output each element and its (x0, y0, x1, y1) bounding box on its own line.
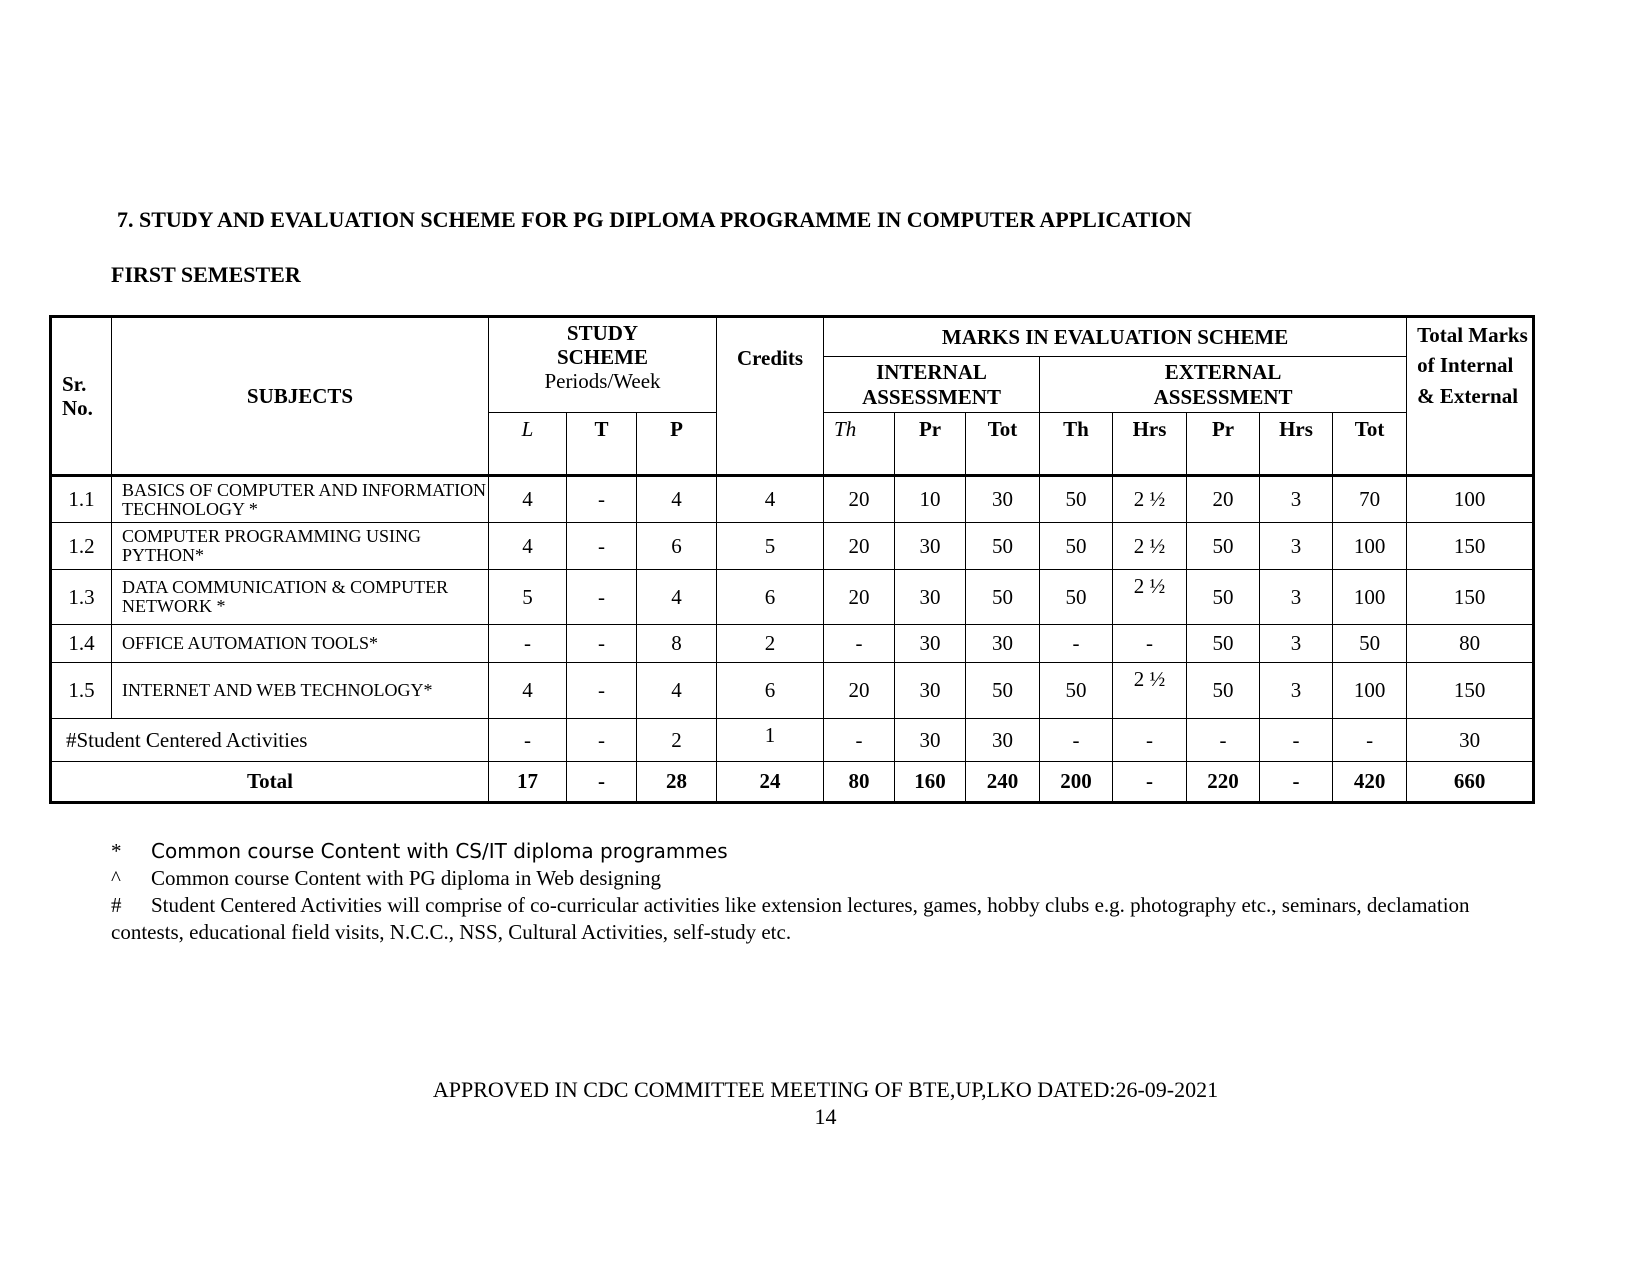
cell-credits: 5 (717, 523, 824, 570)
cell-t: - (567, 625, 637, 663)
sr-no: 1.2 (51, 523, 112, 570)
cell-ext-th-hrs: 2 ½ (1113, 663, 1187, 719)
sr-no: 1.1 (51, 476, 112, 523)
cell-int-th: 20 (824, 663, 895, 719)
cell-ext-th-hrs: - (1113, 719, 1187, 762)
cell-int-th: 20 (824, 523, 895, 570)
footnote-symbol: * (111, 839, 122, 863)
total-ext-th-hrs: - (1113, 762, 1187, 803)
cell-int-th: - (824, 719, 895, 762)
cell-ext-th: 50 (1040, 663, 1113, 719)
subject-name: BASICS OF COMPUTER AND INFORMATION TECHNOLOGY * (112, 476, 489, 523)
table-row (51, 625, 1534, 663)
cell-ext-tot: 100 (1333, 570, 1407, 625)
header-external-assessment: EXTERNAL ASSESSMENT (1040, 357, 1407, 413)
total-ext-pr: 220 (1187, 762, 1260, 803)
cell-ext-th-hrs: - (1113, 625, 1187, 663)
cell-int-tot: 30 (966, 476, 1040, 523)
total-p: 28 (637, 762, 717, 803)
table-row (51, 570, 1534, 625)
cell-ext-tot: 100 (1333, 663, 1407, 719)
total-l: 17 (489, 762, 567, 803)
subheader-int-tot: Tot (966, 413, 1040, 476)
cell-p: 4 (637, 663, 717, 719)
document-heading: 7. STUDY AND EVALUATION SCHEME FOR PG DIPLOMA PROGRAMME IN COMPUTER APPLICATION (117, 207, 1192, 232)
cell-int-tot: 50 (966, 523, 1040, 570)
cell-ext-th: 50 (1040, 476, 1113, 523)
subject-name: INTERNET AND WEB TECHNOLOGY* (112, 663, 489, 719)
cell-ext-tot: - (1333, 719, 1407, 762)
cell-int-tot: 50 (966, 570, 1040, 625)
subheader-ext-th-hrs: Hrs (1113, 413, 1187, 476)
cell-l: 4 (489, 523, 567, 570)
cell-ext-th: - (1040, 625, 1113, 663)
total-ext-pr-hrs: - (1260, 762, 1333, 803)
cell-ext-th: 50 (1040, 523, 1113, 570)
cell-ext-th: - (1040, 719, 1113, 762)
cell-ext-pr: 50 (1187, 523, 1260, 570)
total-row (51, 762, 1534, 803)
cell-ext-pr-hrs: 3 (1260, 625, 1333, 663)
cell-l: 4 (489, 476, 567, 523)
cell-credits: 4 (717, 476, 824, 523)
subheader-t: T (567, 413, 637, 476)
cell-ext-th: 50 (1040, 570, 1113, 625)
subject-name: COMPUTER PROGRAMMING USING PYTHON* (112, 523, 489, 570)
sr-no: 1.3 (51, 570, 112, 625)
cell-t: - (567, 476, 637, 523)
subheader-p: P (637, 413, 717, 476)
header-study-scheme (489, 317, 717, 413)
subheader-int-th: Th (824, 413, 895, 476)
footnote-common-web-designing (111, 865, 1531, 892)
cell-ext-tot: 100 (1333, 523, 1407, 570)
subheader-ext-pr: Pr (1187, 413, 1260, 476)
cell-p: 8 (637, 625, 717, 663)
cell-p: 4 (637, 570, 717, 625)
cell-credits: 6 (717, 663, 824, 719)
cell-p: 2 (637, 719, 717, 762)
footnote-common-cs-it (111, 838, 1531, 865)
sr-no: 1.5 (51, 663, 112, 719)
periods-week-label: Periods/Week (544, 369, 661, 394)
cell-int-pr: 30 (895, 523, 966, 570)
total-grand: 660 (1407, 762, 1534, 803)
cell-int-pr: 10 (895, 476, 966, 523)
cell-ext-tot: 50 (1333, 625, 1407, 663)
table-row (51, 663, 1534, 719)
cell-credits: 2 (717, 625, 824, 663)
cell-int-tot: 30 (966, 625, 1040, 663)
cell-ext-th-hrs: 2 ½ (1113, 476, 1187, 523)
subheader-l: L (489, 413, 567, 476)
cell-ext-th-hrs: 2 ½ (1113, 523, 1187, 570)
cell-ext-pr: 50 (1187, 570, 1260, 625)
header-sr-no: Sr. No. (51, 317, 112, 476)
semester-title: FIRST SEMESTER (111, 262, 301, 287)
header-subjects: SUBJECTS (112, 317, 489, 476)
total-label: Total (51, 762, 489, 803)
cell-ext-pr-hrs: - (1260, 719, 1333, 762)
footnote-student-centered-activities (111, 892, 1531, 946)
cell-total-marks: 150 (1407, 523, 1534, 570)
cell-int-pr: 30 (895, 663, 966, 719)
total-int-tot: 240 (966, 762, 1040, 803)
page-number: 14 (814, 1104, 837, 1129)
cell-total-marks: 100 (1407, 476, 1534, 523)
table-row (51, 523, 1534, 570)
cell-ext-pr: 20 (1187, 476, 1260, 523)
subheader-ext-pr-hrs: Hrs (1260, 413, 1333, 476)
header-credits: Credits (717, 317, 824, 476)
cell-t: - (567, 663, 637, 719)
cell-ext-pr-hrs: 3 (1260, 523, 1333, 570)
table-row (51, 476, 1534, 523)
footnote-text: Common course Content with CS/IT diploma programmes (151, 839, 728, 863)
cell-int-pr: 30 (895, 719, 966, 762)
cell-ext-pr: 50 (1187, 625, 1260, 663)
header-internal-assessment: INTERNAL ASSESSMENT (824, 357, 1040, 413)
subject-name: OFFICE AUTOMATION TOOLS* (112, 625, 489, 663)
subject-name: DATA COMMUNICATION & COMPUTER NETWORK * (112, 570, 489, 625)
total-credits: 24 (717, 762, 824, 803)
total-ext-tot: 420 (1333, 762, 1407, 803)
page-footer (0, 1076, 1651, 1130)
cell-p: 6 (637, 523, 717, 570)
sca-row (51, 719, 1534, 762)
total-int-pr: 160 (895, 762, 966, 803)
cell-ext-pr: 50 (1187, 663, 1260, 719)
cell-credits: 6 (717, 570, 824, 625)
cell-ext-pr-hrs: 3 (1260, 663, 1333, 719)
cell-int-pr: 30 (895, 625, 966, 663)
cell-t: - (567, 719, 637, 762)
subheader-ext-tot: Tot (1333, 413, 1407, 476)
cell-total-marks: 150 (1407, 663, 1534, 719)
cell-l: - (489, 719, 567, 762)
cell-total-marks: 80 (1407, 625, 1534, 663)
cell-int-th: 20 (824, 476, 895, 523)
approval-note: APPROVED IN CDC COMMITTEE MEETING OF BTE,UP,LKO DATED:26-09-2021 (432, 1077, 1219, 1102)
cell-t: - (567, 523, 637, 570)
total-int-th: 80 (824, 762, 895, 803)
footnote-symbol: ^ (111, 866, 121, 890)
cell-total-marks: 150 (1407, 570, 1534, 625)
cell-ext-pr-hrs: 3 (1260, 570, 1333, 625)
total-t: - (567, 762, 637, 803)
subheader-ext-th: Th (1040, 413, 1113, 476)
cell-int-tot: 50 (966, 663, 1040, 719)
cell-credits: 1 (717, 719, 824, 762)
cell-ext-tot: 70 (1333, 476, 1407, 523)
cell-int-tot: 30 (966, 719, 1040, 762)
sca-label: #Student Centered Activities (51, 719, 489, 762)
sr-no: 1.4 (51, 625, 112, 663)
footnote-text: Student Centered Activities will comprise of co-curricular activities like extension lectures, games, hobby clubs e.g. photography etc., seminars, declamation contests, educational field visits, N.C.C., NSS, Cultural Activities, self-study etc. (111, 893, 1470, 944)
cell-l: - (489, 625, 567, 663)
cell-l: 5 (489, 570, 567, 625)
footnote-text: Common course Content with PG diploma in Web designing (151, 866, 662, 890)
cell-ext-pr-hrs: 3 (1260, 476, 1333, 523)
cell-l: 4 (489, 663, 567, 719)
header-marks-evaluation: MARKS IN EVALUATION SCHEME (824, 317, 1407, 357)
footnotes (111, 838, 1531, 946)
cell-int-pr: 30 (895, 570, 966, 625)
cell-t: - (567, 570, 637, 625)
cell-int-th: - (824, 625, 895, 663)
cell-ext-pr: - (1187, 719, 1260, 762)
header-total-marks: Total Marks of Internal & External (1407, 317, 1534, 476)
cell-ext-th-hrs: 2 ½ (1113, 570, 1187, 625)
cell-p: 4 (637, 476, 717, 523)
footnote-symbol: # (111, 893, 122, 917)
cell-int-th: 20 (824, 570, 895, 625)
total-ext-th: 200 (1040, 762, 1113, 803)
evaluation-scheme-table (49, 315, 1535, 804)
cell-total-marks: 30 (1407, 719, 1534, 762)
study-scheme-label: STUDY SCHEME (556, 321, 648, 370)
subheader-int-pr: Pr (895, 413, 966, 476)
